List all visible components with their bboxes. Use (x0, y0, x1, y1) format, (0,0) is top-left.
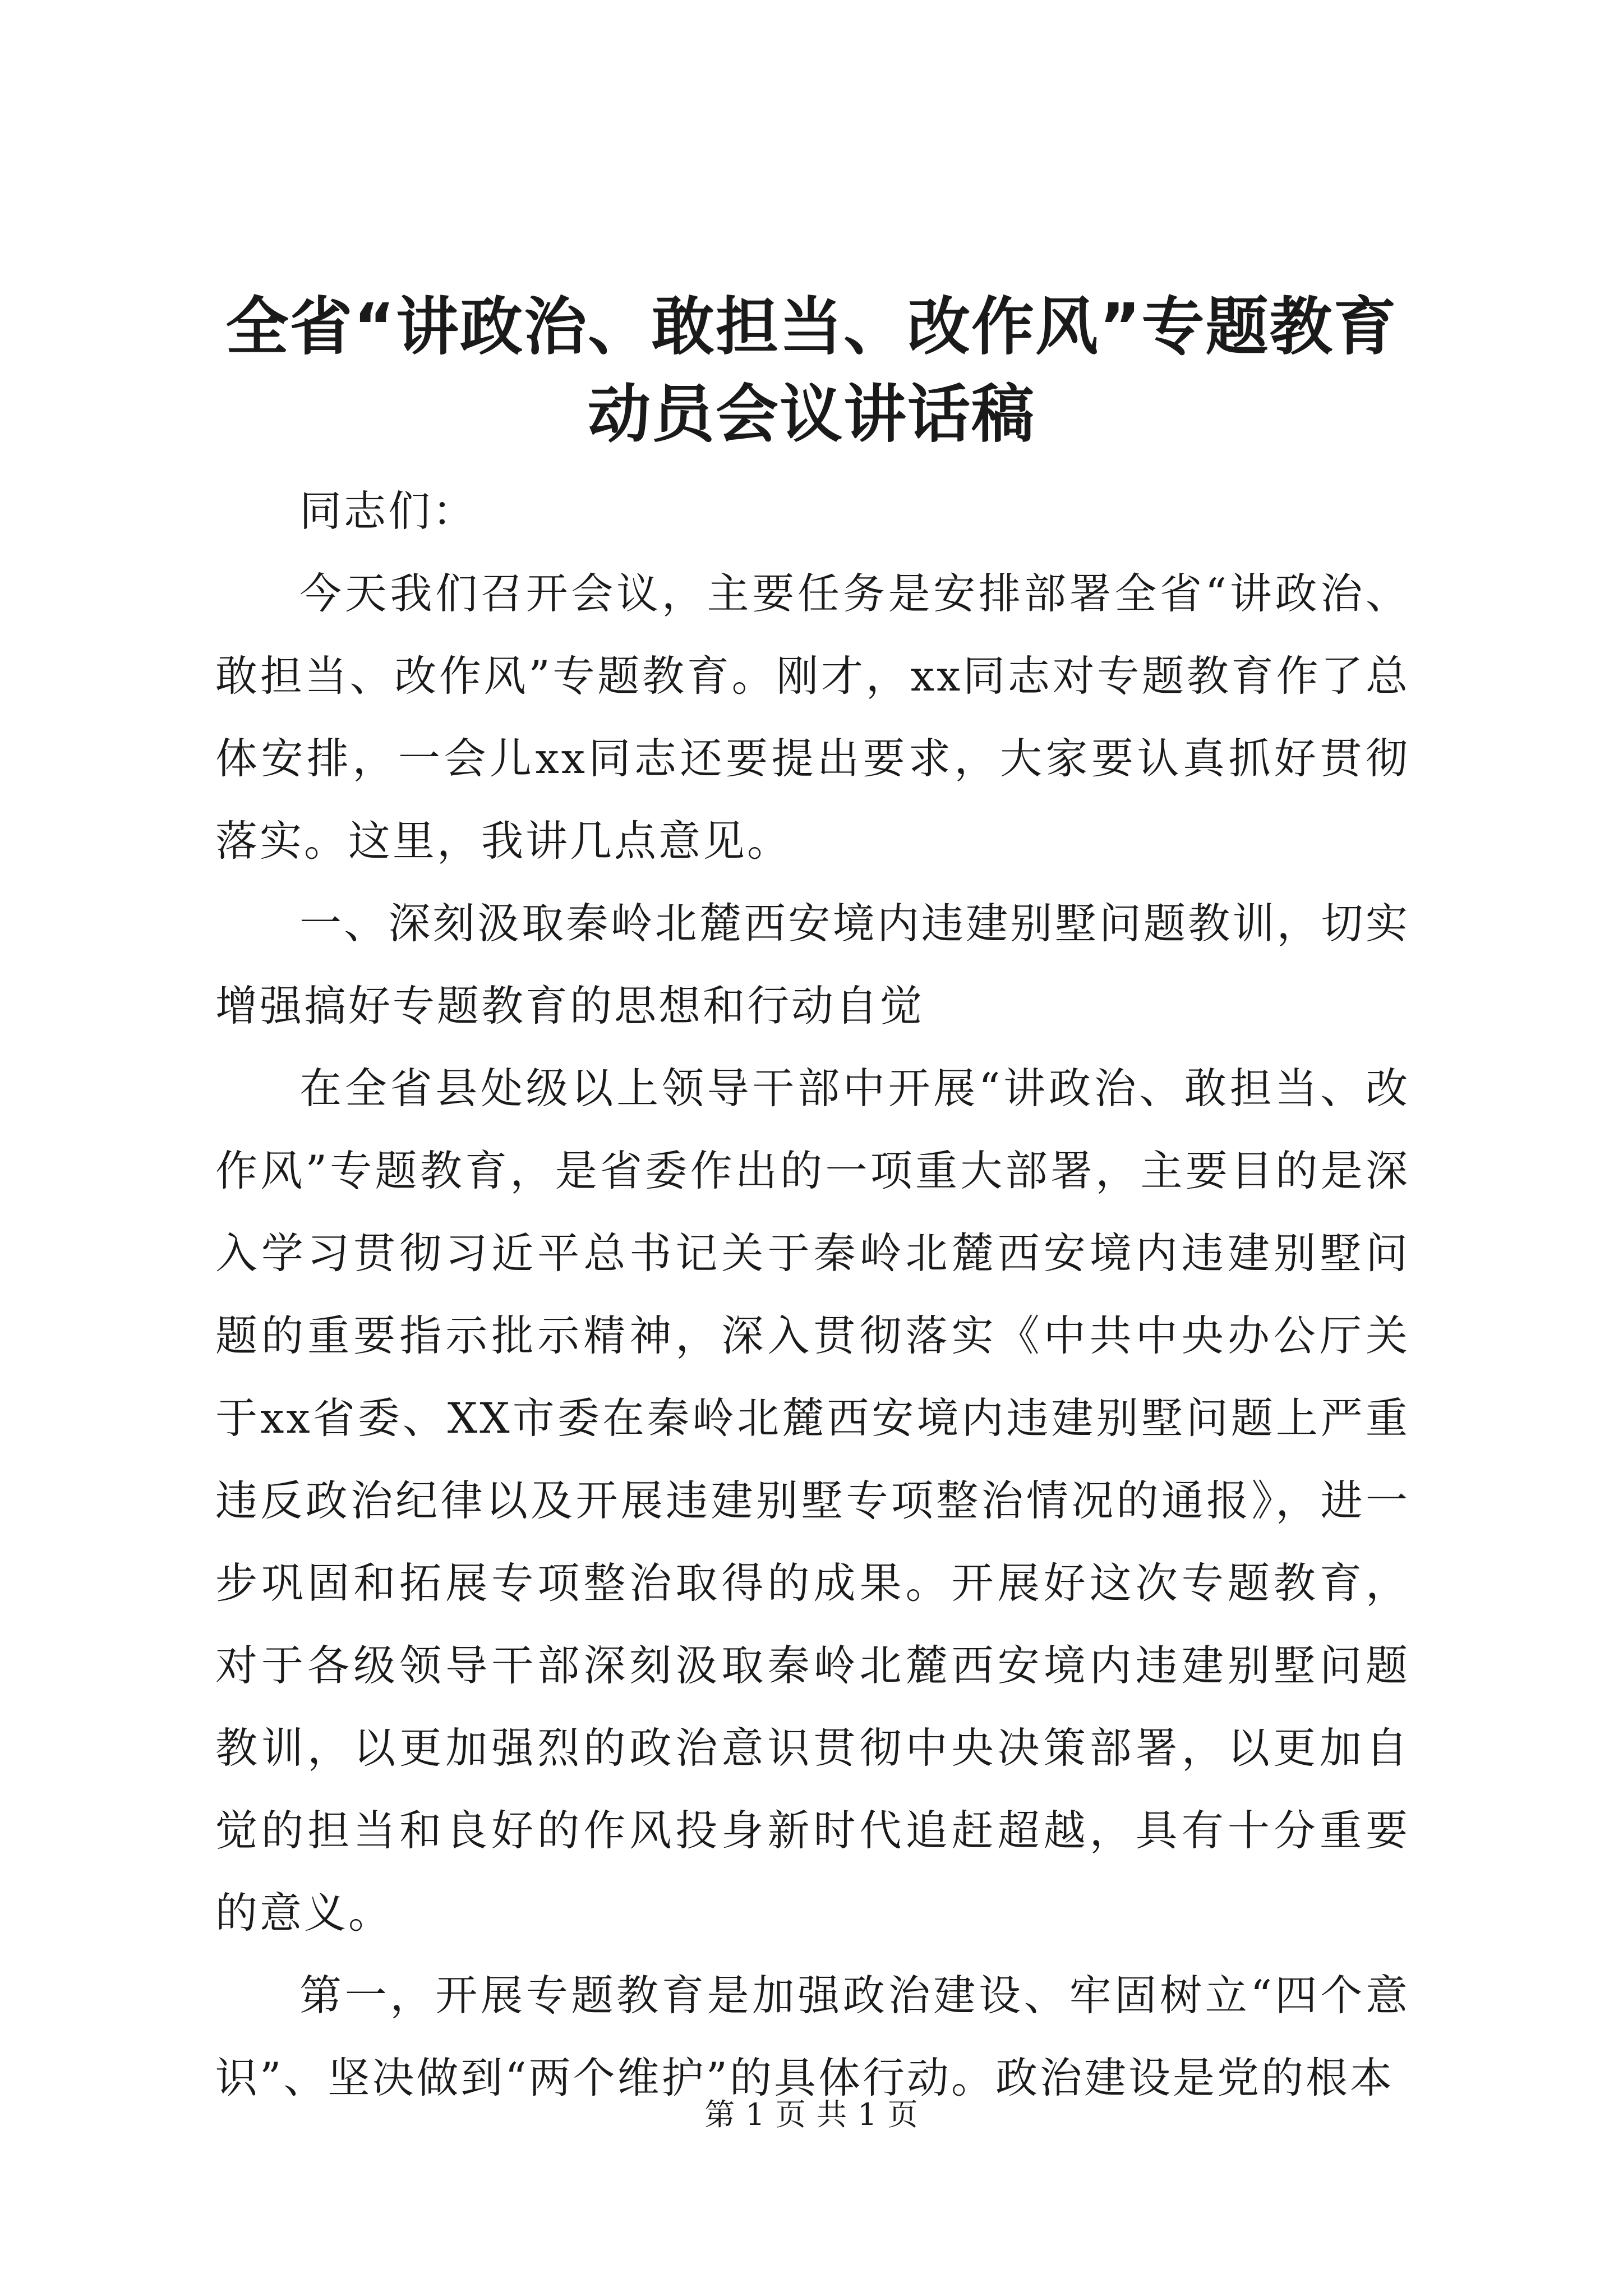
page-number-footer: 第 1 页 共 1 页 (704, 2097, 919, 2132)
salutation-paragraph: 同志们： (299, 486, 477, 536)
body-paragraph: 在全省县处级以上领导干部中开展“讲政治、敢担当、改作风”专题教育，是省委作出的一项重大部署，主要目的是深入学习贯彻习近平总书记关于秦岭北麓西安境内违建别墅问题的重要指示批示精神，深入贯彻落实《中共中央办公厅关于xx省委、XX市委在秦岭北麓西安境内违建别墅问题上严重违反政治纪律以及开展违建别墅专项整治情况的通报》，进一步巩固和拓展专项整治取得的成果。开展好这次专题教育，对于各级领导干部深刻汲取秦岭北麓西安境内违建别墅问题教训，以更加强烈的政治意识贯彻中央决策部署，以更加自觉的担当和良好的作风投身新时代追赶超越，具有十分重要的意义。 (215, 1064, 1410, 1938)
document-body (215, 470, 1410, 2119)
document-title: 全省“讲政治、敢担当、改作风”专题教育动员会议讲话稿 (225, 291, 1398, 451)
section-heading-paragraph: 一、深刻汲取秦岭北麓西安境内违建别墅问题教训，切实增强搞好专题教育的思想和行动自觉 (215, 899, 1410, 1030)
body-paragraph: 第一，开展专题教育是加强政治建设、牢固树立“四个意识”、坚决做到“两个维护”的具体行动。政治建设是党的根本 (215, 1971, 1410, 2102)
intro-paragraph: 今天我们召开会议，主要任务是安排部署全省“讲政治、敢担当、改作风”专题教育。刚才，xx同志对专题教育作了总体安排，一会儿xx同志还要提出要求，大家要认真抓好贯彻落实。这里，我讲几点意见。 (215, 569, 1410, 866)
